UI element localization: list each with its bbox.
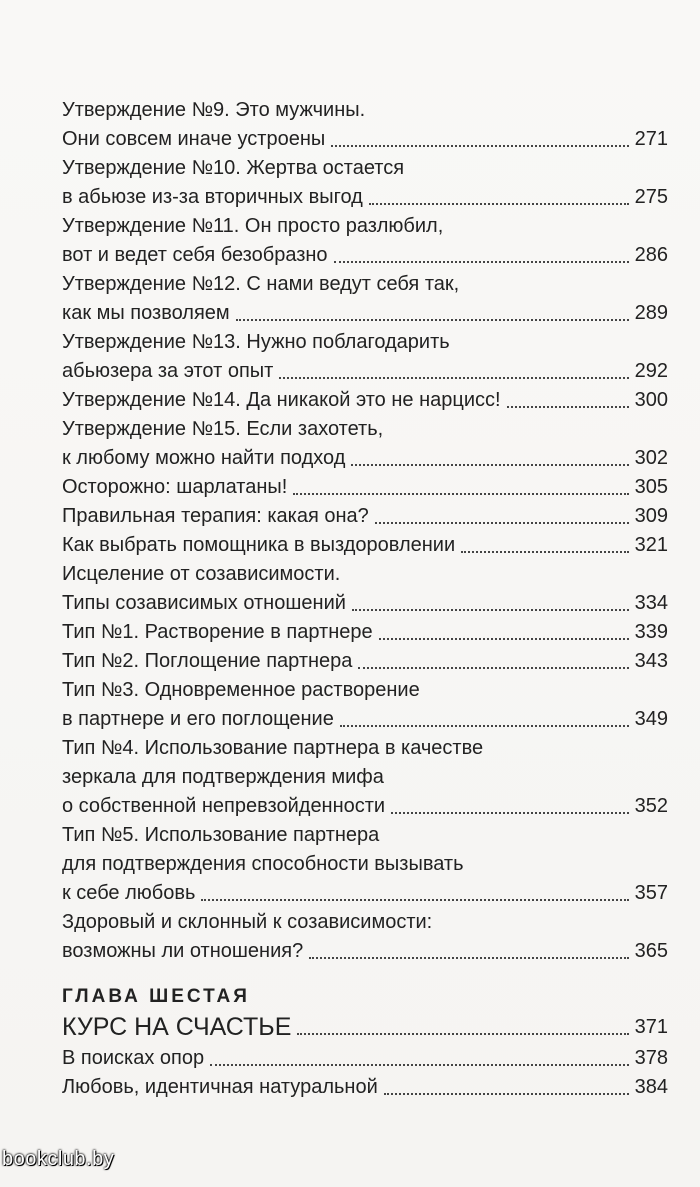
leader-dots [391,812,629,814]
leader-dots [309,957,628,959]
page-number: 305 [634,476,668,498]
toc-entry-text: абьюзера за этот опыт [62,360,274,382]
toc-entry-text: Тип №1. Растворение в партнере [62,621,373,643]
page-number: 378 [634,1047,668,1069]
toc-entry-text: к любому можно найти подход [62,447,346,469]
toc-line [62,386,668,415]
leader-dots [279,377,628,379]
toc-entry [62,647,668,676]
toc-entry [62,328,668,386]
toc-entry-text: Правильная терапия: какая она? [62,505,369,527]
toc-line [62,618,668,647]
toc-line [62,589,668,618]
leader-dots [210,1064,629,1066]
toc-entry-text: в партнере и его поглощение [62,708,334,730]
toc-line [62,734,668,763]
page-number: 349 [634,708,668,730]
leader-dots [293,493,628,495]
toc-entries [62,96,668,966]
toc-entry [62,502,668,531]
toc-entry [62,618,668,647]
toc-entry-text: Тип №5. Использование партнера [62,824,380,846]
toc-entry-text: Утверждение №14. Да никакой это не нарцисс! [62,389,501,411]
page-number: 300 [634,389,668,411]
toc-entry [62,154,668,212]
page-number: 352 [634,795,668,817]
toc-line [62,879,668,908]
toc-entry-text: Как выбрать помощника в выздоровлении [62,534,456,556]
page-number: 343 [634,650,668,672]
toc-line [62,937,668,966]
chapter-six [62,986,668,1102]
toc-line [62,270,668,299]
page-number: 365 [634,940,668,962]
page-number: 271 [634,128,668,150]
toc-entry-text: Утверждение №9. Это мужчины. [62,99,366,121]
toc-entry [62,96,668,154]
leader-dots [507,406,629,408]
leader-dots [461,551,628,553]
chapter-entries [62,1044,668,1102]
toc-entry-text: Типы созависимых отношений [62,592,346,614]
toc-line [62,1044,668,1073]
page-number: 384 [634,1076,668,1098]
toc-entry-text: Утверждение №11. Он просто разлюбил, [62,215,444,237]
leader-dots [384,1093,629,1095]
leader-dots [297,1033,628,1035]
toc-entry-text: В поисках опор [62,1047,205,1069]
toc-entry [62,908,668,966]
page-number: 275 [634,186,668,208]
toc-entry [62,1044,668,1073]
toc-entry-text: в абьюзе из-за вторичных выгод [62,186,363,208]
toc-line [62,154,668,183]
chapter-page-number: 371 [634,1016,668,1038]
toc-entry [62,821,668,908]
leader-dots [201,899,628,901]
page-number: 289 [634,302,668,324]
page-number: 302 [634,447,668,469]
toc-entry-text: Утверждение №13. Нужно поблагодарить [62,331,450,353]
toc-line [62,357,668,386]
toc-line [62,241,668,270]
toc-entry-text: о собственной непревзойденности [62,795,386,817]
chapter-title-line [62,1010,668,1044]
leader-dots [334,261,629,263]
leader-dots [375,522,629,524]
toc-entry [62,560,668,589]
toc-entry [62,589,668,618]
toc-line [62,531,668,560]
toc-entry [62,386,668,415]
toc-entry-text: к себе любовь [62,882,196,904]
toc-line [62,328,668,357]
toc-line [62,560,668,589]
page-number: 309 [634,505,668,527]
leader-dots [352,609,629,611]
toc-line [62,473,668,502]
toc-entry-text: Тип №3. Одновременное растворение [62,679,420,701]
toc-entry-text: как мы позволяем [62,302,230,324]
toc-line [62,792,668,821]
toc-entry-text: Осторожно: шарлатаны! [62,476,288,498]
page-number: 321 [634,534,668,556]
toc-line [62,647,668,676]
toc-line [62,1073,668,1102]
toc-entry-text: зеркала для подтверждения мифа [62,766,384,788]
toc-line [62,444,668,473]
leader-dots [331,145,628,147]
toc-entry-text: Тип №4. Использование партнера в качестве [62,737,484,759]
toc-entry-text: Утверждение №10. Жертва остается [62,157,405,179]
leader-dots [379,638,629,640]
toc-entry-text: Они совсем иначе устроены [62,128,326,150]
toc-entry-text: вот и ведет себя безобразно [62,244,328,266]
toc-line [62,125,668,154]
toc-line [62,212,668,241]
leader-dots [358,667,628,669]
toc-line [62,821,668,850]
toc-entry [62,531,668,560]
page-number: 292 [634,360,668,382]
toc-line [62,676,668,705]
toc-line [62,96,668,125]
toc-entry [62,212,668,270]
leader-dots [236,319,629,321]
toc-entry-text: Утверждение №12. С нами ведут себя так, [62,273,460,295]
page-number: 334 [634,592,668,614]
toc-line [62,705,668,734]
page-number: 286 [634,244,668,266]
toc-entry-text: Любовь, идентичная натуральной [62,1076,378,1098]
toc-line [62,502,668,531]
toc-entry [62,473,668,502]
toc-entry-text: Здоровый и склонный к созависимости: [62,911,433,933]
chapter-label: ГЛАВА ШЕСТАЯ [62,986,250,1007]
table-of-contents [62,96,668,1102]
watermark: bookclub.by [2,1148,115,1170]
toc-line [62,908,668,937]
toc-entry [62,676,668,734]
toc-entry-text: для подтверждения способности вызывать [62,853,464,875]
leader-dots [369,203,629,205]
page-number: 357 [634,882,668,904]
page-number: 339 [634,621,668,643]
toc-entry [62,270,668,328]
toc-entry [62,415,668,473]
toc-line [62,850,668,879]
toc-line [62,183,668,212]
toc-line [62,763,668,792]
toc-line [62,299,668,328]
toc-entry [62,734,668,821]
toc-line [62,415,668,444]
toc-entry-text: Тип №2. Поглощение партнера [62,650,353,672]
toc-entry-text: Утверждение №15. Если захотеть, [62,418,384,440]
leader-dots [340,725,629,727]
chapter-title: КУРС НА СЧАСТЬЕ [62,1013,292,1041]
leader-dots [351,464,628,466]
toc-entry-text: Исцеление от созависимости. [62,563,341,585]
toc-entry-text: возможны ли отношения? [62,940,304,962]
toc-entry [62,1073,668,1102]
